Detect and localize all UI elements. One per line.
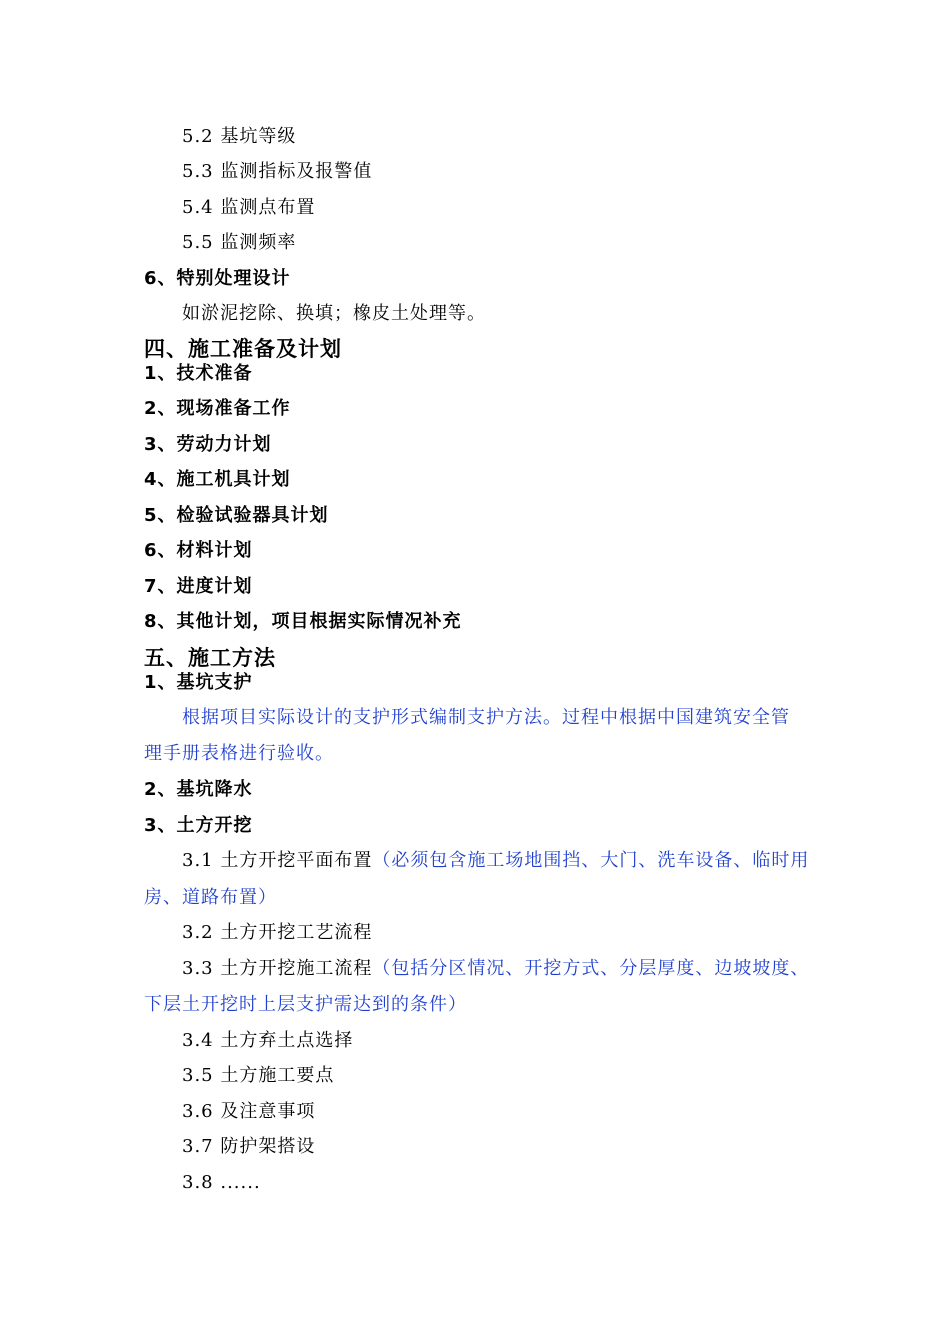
item-schedule-plan: 7、进度计划 [144,576,253,597]
item-5-2: 5.2 基坑等级 [182,126,297,147]
item-3-4: 3.4 土方弃土点选择 [182,1030,354,1051]
item-3-8: 3.8 ...... [182,1172,261,1193]
item-test-equipment-plan: 5、检验试验器具计划 [144,505,329,526]
note-pit-support-line1: 根据项目实际设计的支护形式编制支护方法。过程中根据中国建筑安全管 [182,707,790,728]
item-5-4: 5.4 监测点布置 [182,197,316,218]
item-3-1 [182,849,809,873]
note-pit-support-line2: 理手册表格进行验收。 [144,743,334,764]
item-site-prep: 2、现场准备工作 [144,398,291,419]
item-earthwork: 3、土方开挖 [144,815,253,836]
item-labor-plan: 3、劳动力计划 [144,434,272,455]
item-material-plan: 6、材料计划 [144,540,253,561]
item-machinery-plan: 4、施工机具计划 [144,469,291,490]
item-3-3-label: 3.3 土方开挖施工流程 [182,958,373,979]
section-title-4: 四、施工准备及计划 [144,337,342,361]
item-3-5: 3.5 土方施工要点 [182,1065,335,1086]
item-3-1-note-cont: 房、道路布置） [144,887,277,908]
item-3-1-label: 3.1 土方开挖平面布置 [182,850,373,871]
item-3-3-note-cont: 下层土开挖时上层支护需达到的条件） [144,994,467,1015]
item-other-plans: 8、其他计划，项目根据实际情况补充 [144,611,462,632]
item-3-2: 3.2 土方开挖工艺流程 [182,922,373,943]
item-dewatering: 2、基坑降水 [144,779,253,800]
item-5-5: 5.5 监测频率 [182,232,297,253]
item-3-7: 3.7 防护架搭设 [182,1136,316,1157]
item-technical-prep: 1、技术准备 [144,363,253,384]
item-3-3-note: （包括分区情况、开挖方式、分层厚度、边坡坡度、 [372,958,810,979]
item-3-6: 3.6 及注意事项 [182,1101,316,1122]
item-pit-support: 1、基坑支护 [144,672,253,693]
item-3-3 [182,957,809,981]
section-title-5: 五、施工方法 [144,646,276,670]
item-5-3: 5.3 监测指标及报警值 [182,161,373,182]
item-3-1-note: （必须包含施工场地围挡、大门、洗车设备、临时用 [372,850,810,871]
heading-6-special-treatment: 6、特别处理设计 [144,268,291,289]
paragraph-special-treatment: 如淤泥挖除、换填；橡皮土处理等。 [182,303,486,324]
